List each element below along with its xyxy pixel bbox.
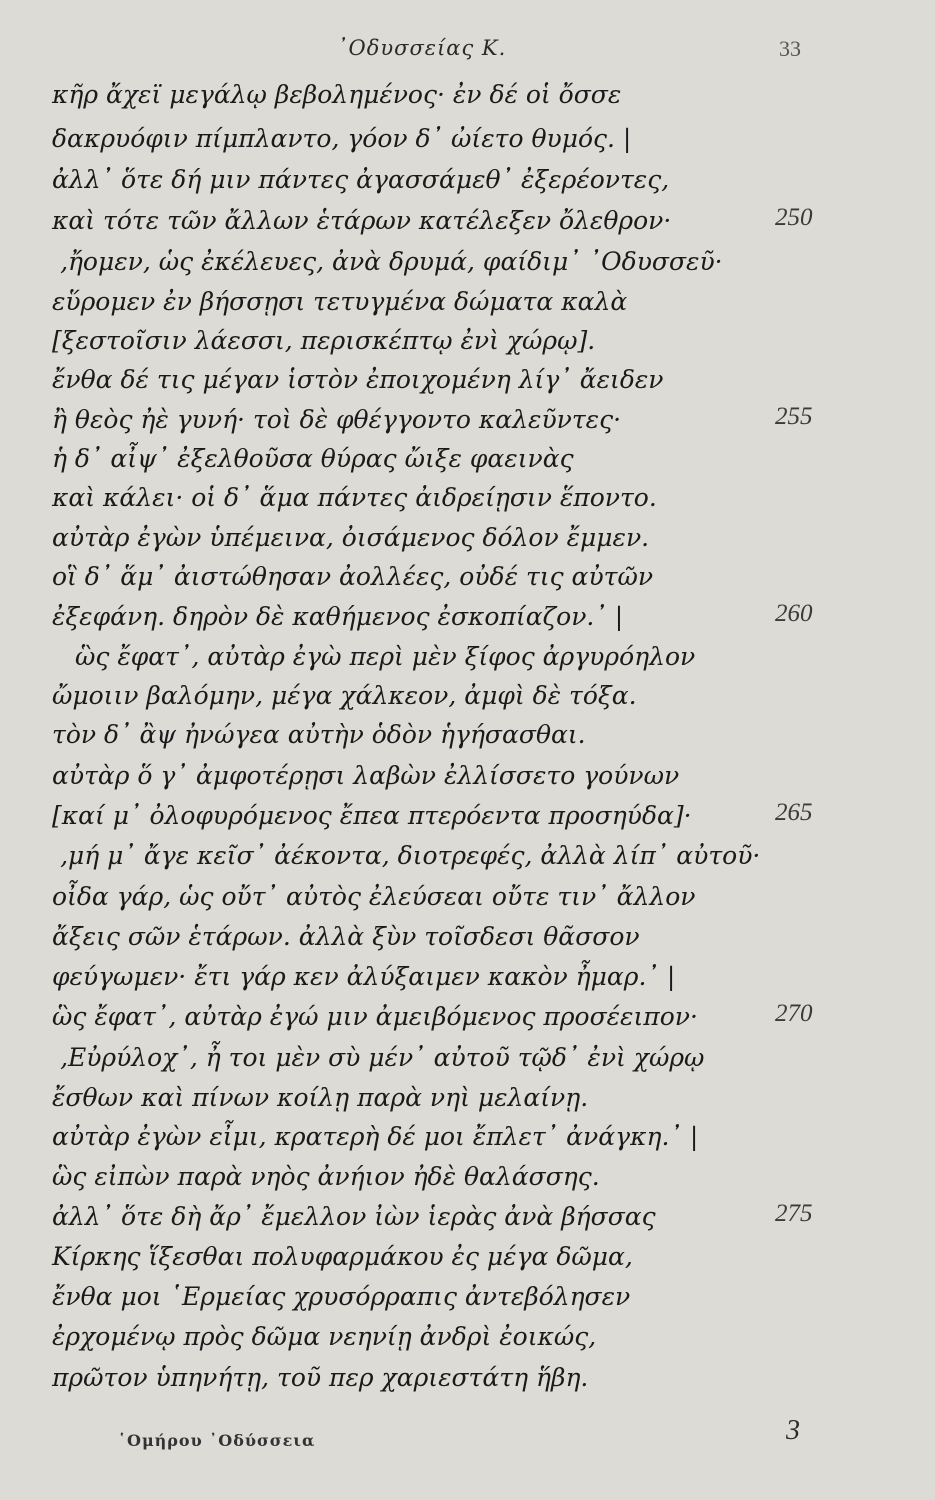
verse-line: ἀλλ᾿ ὅτε δή μιν πάντες ἀγασσάμεθ᾿ ἐξερέοντες, <box>52 165 670 194</box>
verse-line: καὶ τότε τῶν ἄλλων ἑτάρων κατέλεξεν ὄλεθρον· <box>52 206 672 235</box>
verse-line: ‚μή μ᾿ ἄγε κεῖσ᾿ ἀέκοντα, διοτρεφές, ἀλλὰ λίπ᾿ αὐτοῦ· <box>60 841 761 870</box>
verse-line: κῆρ ἄχεϊ μεγάλῳ βεβολημένος· ἐν δέ οἱ ὄσσε <box>52 80 622 109</box>
page-number: 33 <box>779 36 801 61</box>
line-number: 250 <box>775 204 813 231</box>
verse-line: πρῶτον ὑπηνήτῃ, τοῦ περ χαριεστάτη ἥβη. <box>52 1363 589 1392</box>
verse-line: ἔνθα δέ τις μέγαν ἱστὸν ἐποιχομένη λίγ᾿ ἄειδεν <box>52 365 664 394</box>
verse-line: δακρυόφιν πίμπλαντο, γόον δ᾿ ὠίετο θυμός. | <box>52 124 632 153</box>
verse-line: [ξεστοῖσιν λάεσσι, περισκέπτῳ ἐνὶ χώρῳ]. <box>52 326 596 355</box>
signature-mark: ῾Ομήρου ᾿Οδύσσεια <box>118 1431 316 1450</box>
verse-line: αὐτὰρ ἐγὼν εἶμι, κρατερὴ δέ μοι ἔπλετ᾿ ἀνάγκη.᾿ | <box>52 1122 699 1151</box>
verse-line: ὣς ἔφατ᾿, αὐτὰρ ἐγὼ περὶ μὲν ξίφος ἀργυρόηλον <box>75 642 696 671</box>
verse-line: ἢ θεὸς ἠὲ γυνή· τοὶ δὲ φθέγγοντο καλεῦντες· <box>52 405 622 434</box>
verse-line: ὣς ἔφατ᾿, αὐτὰρ ἐγώ μιν ἀμειβόμενος προσέειπον· <box>52 1002 698 1031</box>
verse-line: ἄξεις σῶν ἑτάρων. ἀλλὰ ξὺν τοῖσδεσι θᾶσσον <box>52 922 640 951</box>
verse-line: ἐρχομένῳ πρὸς δῶμα νεηνίῃ ἀνδρὶ ἐοικώς, <box>52 1322 597 1351</box>
verse-line: ἡ δ᾿ αἶψ᾿ ἐξελθοῦσα θύρας ὤιξε φαεινὰς <box>52 444 574 473</box>
verse-line: αὐτὰρ ὅ γ᾿ ἀμφοτέρῃσι λαβὼν ἐλλίσσετο γούνων <box>52 761 680 790</box>
verse-line: ἔσθων καὶ πίνων κοίλῃ παρὰ νηὶ μελαίνῃ. <box>52 1083 589 1112</box>
sheet-number: 3 <box>786 1415 800 1446</box>
verse-line: εὕρομεν ἐν βήσσῃσι τετυγμένα δώματα καλὰ <box>52 287 628 316</box>
verse-line: αὐτὰρ ἐγὼν ὑπέμεινα, ὀισάμενος δόλον ἔμμεν. <box>52 523 650 552</box>
line-number: 260 <box>775 600 813 627</box>
verse-line: ὣς εἰπὼν παρὰ νηὸς ἀνήιον ἠδὲ θαλάσσης. <box>52 1162 600 1191</box>
verse-line: ‚Εὐρύλοχ᾿, ἦ τοι μὲν σὺ μέν᾿ αὐτοῦ τῷδ᾿ ἐνὶ χώρῳ <box>60 1043 705 1072</box>
verse-line: [καί μ᾿ ὀλοφυρόμενος ἔπεα πτερόεντα προσηύδα]· <box>52 801 692 830</box>
verse-line: ὤμοιιν βαλόμην, μέγα χάλκεον, ἀμφὶ δὲ τόξα. <box>52 681 637 710</box>
verse-line: ἔνθα μοι ῾Ερμείας χρυσόρραπις ἀντεβόλησεν <box>52 1282 631 1311</box>
running-head <box>0 36 935 66</box>
line-number: 255 <box>775 403 813 430</box>
line-number: 270 <box>775 1000 813 1027</box>
verse-line: οἶδα γάρ, ὡς οὔτ᾿ αὐτὸς ἐλεύσεαι οὔτε τιν᾿ ἄλλον <box>52 882 696 911</box>
verse-line: ‚ἤομεν, ὡς ἐκέλευες, ἀνὰ δρυμά, φαίδιμ᾿ ᾿Οδυσσεῦ· <box>60 247 723 276</box>
verse-line: καὶ κάλει· οἱ δ᾿ ἅμα πάντες ἀιδρείῃσιν ἕποντο. <box>52 483 657 512</box>
line-number: 265 <box>775 799 813 826</box>
verse-line: Κίρκης ἵξεσθαι πολυφαρμάκου ἐς μέγα δῶμα, <box>52 1242 633 1271</box>
verse-line: φεύγωμεν· ἔτι γάρ κεν ἀλύξαιμεν κακὸν ἦμαρ.᾿ | <box>52 962 676 991</box>
running-head-title: ᾿Οδυσσείας Κ. <box>337 36 507 60</box>
verse-line: τὸν δ᾿ ἂψ ἠνώγεα αὐτὴν ὁδὸν ἡγήσασθαι. <box>52 720 586 749</box>
line-number: 275 <box>775 1200 813 1227</box>
verse-line: οἳ δ᾿ ἅμ᾿ ἀιστώθησαν ἀολλέες, οὐδέ τις αὐτῶν <box>52 562 654 591</box>
verse-line: ἐξεφάνη. δηρὸν δὲ καθήμενος ἐσκοπίαζον.᾿ | <box>52 602 624 631</box>
verse-line: ἀλλ᾿ ὅτε δὴ ἄρ᾿ ἔμελλον ἰὼν ἱερὰς ἀνὰ βήσσας <box>52 1202 656 1231</box>
